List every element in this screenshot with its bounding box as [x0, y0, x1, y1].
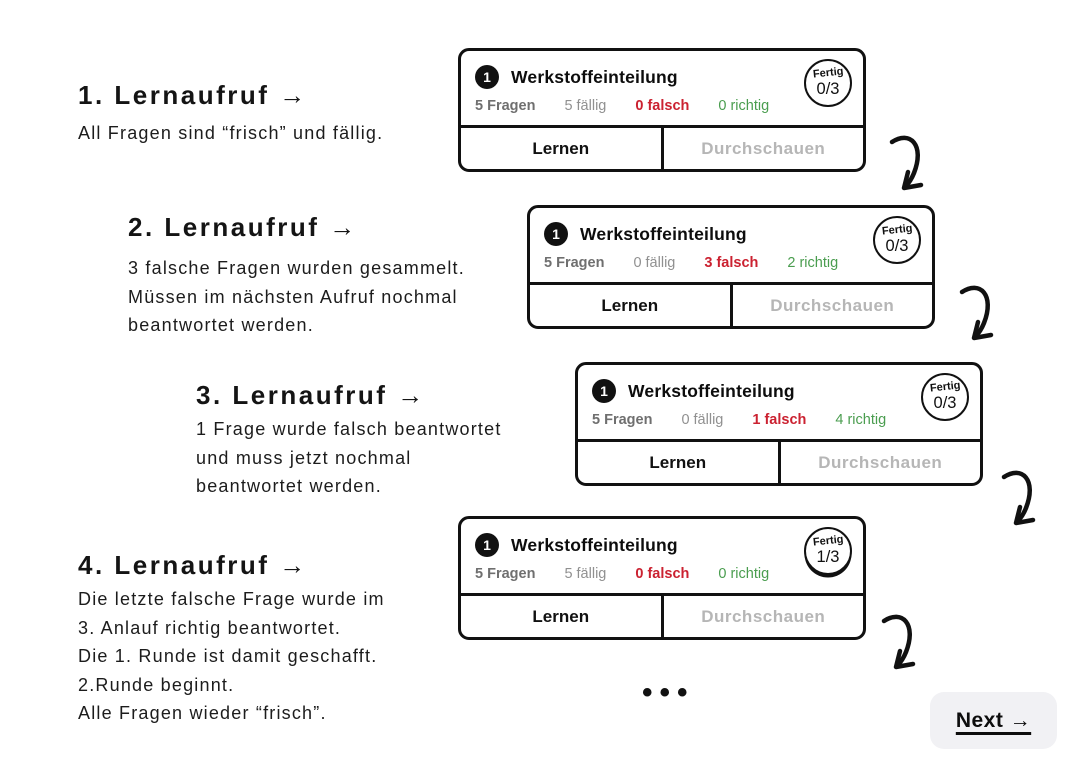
- stat-falsch: 1 falsch: [752, 412, 807, 428]
- stat-faellig: 5 fällig: [564, 98, 607, 114]
- curved-arrow-down-icon: [878, 612, 920, 674]
- fertig-progress-badge: [921, 373, 969, 421]
- lernen-button[interactable]: Lernen: [601, 295, 659, 315]
- card-buttons: [461, 593, 863, 637]
- card-header: [530, 208, 932, 282]
- next-button-label: Next →: [955, 708, 1032, 732]
- stat-faellig: 0 fällig: [681, 412, 724, 428]
- section-body-line: beantwortet werden.: [128, 315, 314, 335]
- card-number-badge: 1: [544, 222, 568, 246]
- card-title: Werkstoffeinteilung: [628, 380, 795, 401]
- fertig-label: Fertig: [812, 533, 844, 549]
- stat-richtig: 2 richtig: [787, 255, 839, 271]
- ellipsis-dots: •••: [642, 676, 695, 709]
- stat-falsch: 3 falsch: [704, 255, 759, 271]
- card-number-badge: 1: [475, 65, 499, 89]
- stat-fragen: 5 Fragen: [544, 255, 605, 271]
- section-2-heading: 2. Lernaufruf →: [128, 212, 358, 242]
- card-title: Werkstoffeinteilung: [511, 66, 678, 87]
- fertig-progress-badge: [804, 59, 852, 107]
- card-header: [578, 365, 980, 439]
- curved-arrow-down-icon: [956, 283, 998, 345]
- card-buttons: [578, 439, 980, 483]
- fertig-value: 1/3: [816, 548, 840, 567]
- stat-falsch: 0 falsch: [635, 98, 690, 114]
- section-body-line: All Fragen sind “frisch” und fällig.: [78, 123, 384, 143]
- fertig-label: Fertig: [881, 222, 913, 238]
- stat-falsch: 0 falsch: [635, 566, 690, 582]
- card-title: Werkstoffeinteilung: [580, 223, 747, 244]
- stat-faellig: 0 fällig: [633, 255, 676, 271]
- card-buttons: [530, 282, 932, 326]
- durchschauen-button[interactable]: Durchschauen: [730, 285, 933, 326]
- section-4-body: [78, 585, 385, 728]
- section-body-line: Müssen im nächsten Aufruf nochmal: [128, 286, 458, 307]
- topic-card-1: [458, 48, 866, 172]
- stat-richtig: 0 richtig: [718, 98, 770, 114]
- topic-card-3: [575, 362, 983, 486]
- curved-arrow-down-icon: [886, 133, 928, 195]
- section-2-body: [128, 254, 465, 340]
- section-body-line: Die letzte falsche Frage wurde im: [78, 589, 385, 609]
- fertig-value: 0/3: [816, 80, 840, 99]
- fertig-value: 0/3: [885, 237, 909, 256]
- section-body-line: beantwortet werden.: [196, 476, 382, 496]
- stat-richtig: 0 richtig: [718, 566, 770, 582]
- section-3-heading: 3. Lernaufruf →: [196, 380, 426, 410]
- durchschauen-button[interactable]: Durchschauen: [661, 596, 864, 637]
- card-header: [461, 51, 863, 125]
- lernen-button[interactable]: Lernen: [532, 138, 590, 158]
- section-4-heading: 4. Lernaufruf →: [78, 550, 308, 580]
- fertig-progress-badge: [804, 527, 852, 575]
- card-stats: [592, 412, 966, 428]
- section-1-body: [78, 119, 383, 148]
- stat-richtig: 4 richtig: [835, 412, 887, 428]
- section-body-line: 3 falsche Fragen wurden gesammelt.: [128, 258, 465, 278]
- section-body-line: Alle Fragen wieder “frisch”.: [78, 703, 327, 723]
- section-body-line: 3. Anlauf richtig beantwortet.: [78, 617, 342, 638]
- section-body-line: 2.Runde beginnt.: [78, 674, 235, 695]
- durchschauen-button[interactable]: Durchschauen: [661, 128, 864, 169]
- card-stats: [475, 98, 849, 114]
- card-stats: [544, 255, 918, 271]
- section-1-heading: 1. Lernaufruf →: [78, 80, 308, 110]
- lernen-button[interactable]: Lernen: [532, 606, 590, 626]
- stat-faellig: 5 fällig: [564, 566, 607, 582]
- topic-card-4: [458, 516, 866, 640]
- card-header: [461, 519, 863, 593]
- lernen-button[interactable]: Lernen: [649, 452, 707, 472]
- curved-arrow-down-icon: [998, 468, 1040, 530]
- card-title: Werkstoffeinteilung: [511, 534, 678, 555]
- card-number-badge: 1: [475, 533, 499, 557]
- durchschauen-button[interactable]: Durchschauen: [778, 442, 981, 483]
- fertig-label: Fertig: [929, 379, 961, 395]
- fertig-progress-badge: [873, 216, 921, 264]
- next-button[interactable]: [930, 692, 1057, 749]
- fertig-label: Fertig: [812, 65, 844, 81]
- card-number-badge: 1: [592, 379, 616, 403]
- card-buttons: [461, 125, 863, 169]
- section-3-body: [196, 415, 502, 501]
- stat-fragen: 5 Fragen: [475, 566, 536, 582]
- stat-fragen: 5 Fragen: [592, 412, 653, 428]
- stat-fragen: 5 Fragen: [475, 98, 536, 114]
- card-stats: [475, 566, 849, 582]
- topic-card-2: [527, 205, 935, 329]
- section-body-line: Die 1. Runde ist damit geschafft.: [78, 646, 378, 666]
- section-body-line: und muss jetzt nochmal: [196, 447, 412, 468]
- fertig-value: 0/3: [933, 394, 957, 413]
- section-body-line: 1 Frage wurde falsch beantwortet: [196, 419, 502, 439]
